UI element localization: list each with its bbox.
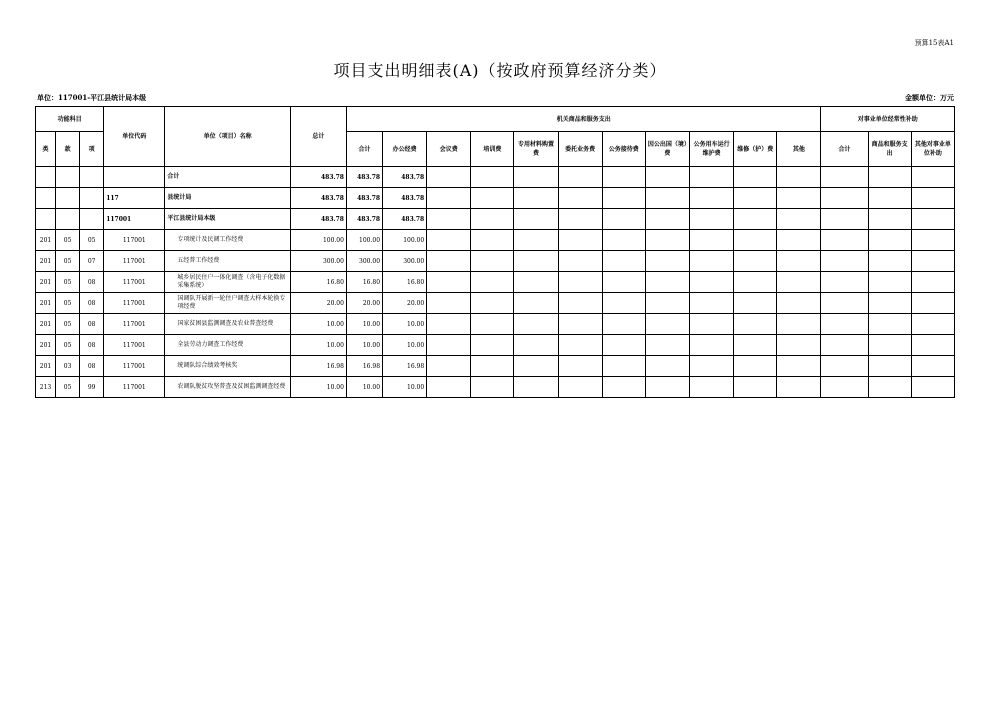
cell-unit-code: 117001: [104, 314, 165, 335]
cell-empty: [911, 314, 954, 335]
cell-empty: [558, 335, 602, 356]
cell-empty: [734, 293, 777, 314]
header-lei: 类: [36, 132, 56, 167]
cell-empty: [734, 272, 777, 293]
cell-empty: [690, 251, 734, 272]
cell-lei: [36, 167, 56, 188]
cell-empty: [777, 209, 821, 230]
cell-empty: [558, 230, 602, 251]
table-row: [36, 188, 955, 209]
cell-office: 10.00: [383, 335, 427, 356]
cell-empty: [645, 335, 689, 356]
cell-empty: [777, 356, 821, 377]
cell-empty: [734, 335, 777, 356]
cell-xiang: 08: [80, 314, 104, 335]
cell-empty: [911, 188, 954, 209]
cell-xiang: [80, 167, 104, 188]
cell-empty: [868, 230, 911, 251]
cell-unit-code: 117001: [104, 356, 165, 377]
cell-empty: [645, 293, 689, 314]
cell-empty: [471, 272, 514, 293]
cell-empty: [690, 356, 734, 377]
header-func-subject: 功能科目: [36, 107, 104, 132]
cell-empty: [911, 167, 954, 188]
cell-empty: [734, 167, 777, 188]
cell-empty: [821, 188, 868, 209]
cell-empty: [514, 272, 558, 293]
cell-empty: [821, 356, 868, 377]
cell-empty: [427, 167, 471, 188]
cell-empty: [602, 209, 645, 230]
cell-empty: [777, 335, 821, 356]
cell-empty: [427, 209, 471, 230]
table-row: [36, 230, 955, 251]
cell-empty: [777, 167, 821, 188]
cell-empty: [427, 314, 471, 335]
cell-lei: [36, 188, 56, 209]
cell-empty: [471, 293, 514, 314]
cell-empty: [602, 188, 645, 209]
cell-empty: [690, 293, 734, 314]
cell-kuan: 05: [56, 293, 80, 314]
table-row: [36, 272, 955, 293]
cell-empty: [645, 356, 689, 377]
cell-kuan: [56, 188, 80, 209]
cell-empty: [645, 377, 689, 398]
cell-empty: [427, 335, 471, 356]
cell-heji: 300.00: [346, 251, 382, 272]
cell-heji: 483.78: [346, 188, 382, 209]
cell-empty: [821, 230, 868, 251]
cell-empty: [868, 188, 911, 209]
cell-heji: 10.00: [346, 314, 382, 335]
header-abroad: 因公出国（境）费: [645, 132, 689, 167]
cell-office: 300.00: [383, 251, 427, 272]
cell-xiang: [80, 188, 104, 209]
cell-empty: [734, 251, 777, 272]
cell-office: 483.78: [383, 188, 427, 209]
cell-unit-name: 城乡居民住户一体化调查（含电子化数据采集系统）: [165, 272, 290, 293]
cell-lei: 201: [36, 230, 56, 251]
cell-empty: [514, 293, 558, 314]
cell-total: 10.00: [290, 377, 346, 398]
cell-empty: [777, 251, 821, 272]
cell-empty: [427, 230, 471, 251]
cell-empty: [602, 272, 645, 293]
cell-empty: [690, 167, 734, 188]
cell-empty: [602, 314, 645, 335]
cell-empty: [645, 251, 689, 272]
cell-empty: [868, 335, 911, 356]
header-total: 总计: [290, 107, 346, 167]
table-row: [36, 251, 955, 272]
cell-total: 16.80: [290, 272, 346, 293]
cell-unit-name: 五经普工作经费: [165, 251, 290, 272]
table-row: [36, 356, 955, 377]
header-sub-other: 其他对事业单位补助: [911, 132, 954, 167]
cell-heji: 100.00: [346, 230, 382, 251]
money-unit: 金额单位：万元: [905, 93, 954, 102]
header-reception: 公务接待费: [602, 132, 645, 167]
cell-xiang: [80, 209, 104, 230]
cell-empty: [734, 377, 777, 398]
cell-empty: [427, 188, 471, 209]
project-expenditure-table: [35, 106, 955, 398]
cell-unit-name: 平江县统计局本级: [165, 209, 290, 230]
header-materials: 专用材料购置费: [514, 132, 558, 167]
cell-empty: [911, 335, 954, 356]
cell-empty: [514, 377, 558, 398]
cell-empty: [821, 293, 868, 314]
cell-empty: [821, 335, 868, 356]
cell-office: 16.80: [383, 272, 427, 293]
header-unit-code: 单位代码: [104, 107, 165, 167]
header-sub-heji: 合计: [821, 132, 868, 167]
cell-empty: [427, 356, 471, 377]
table-row: [36, 167, 955, 188]
cell-empty: [514, 356, 558, 377]
cell-total: 100.00: [290, 230, 346, 251]
cell-empty: [911, 209, 954, 230]
header-other: 其他: [777, 132, 821, 167]
cell-empty: [514, 167, 558, 188]
cell-empty: [558, 356, 602, 377]
cell-empty: [690, 377, 734, 398]
cell-empty: [602, 356, 645, 377]
cell-empty: [868, 167, 911, 188]
cell-empty: [471, 209, 514, 230]
header-office: 办公经费: [383, 132, 427, 167]
cell-empty: [868, 293, 911, 314]
cell-empty: [821, 167, 868, 188]
cell-empty: [911, 230, 954, 251]
cell-office: 10.00: [383, 377, 427, 398]
cell-empty: [821, 251, 868, 272]
table-row: [36, 314, 955, 335]
cell-empty: [911, 293, 954, 314]
cell-lei: 201: [36, 251, 56, 272]
cell-empty: [690, 230, 734, 251]
cell-empty: [645, 209, 689, 230]
header-xiang: 项: [80, 132, 104, 167]
header-repair: 维修（护）费: [734, 132, 777, 167]
cell-heji: 483.78: [346, 167, 382, 188]
cell-empty: [471, 314, 514, 335]
cell-total: 10.00: [290, 335, 346, 356]
cell-empty: [868, 314, 911, 335]
cell-empty: [602, 251, 645, 272]
table-row: [36, 377, 955, 398]
cell-empty: [514, 335, 558, 356]
cell-unit-name: 农调队脱贫攻坚普查及贫困监测调查经费: [165, 377, 290, 398]
page-title: 项目支出明细表(A)（按政府预算经济分类）: [333, 61, 667, 80]
cell-empty: [514, 314, 558, 335]
cell-empty: [558, 209, 602, 230]
cell-heji: 16.80: [346, 272, 382, 293]
cell-unit-name: 国家贫困县监测调查及农业普查经费: [165, 314, 290, 335]
cell-unit-code: 117001: [104, 251, 165, 272]
cell-empty: [558, 167, 602, 188]
cell-kuan: 05: [56, 230, 80, 251]
cell-office: 483.78: [383, 209, 427, 230]
header-meeting: 会议费: [427, 132, 471, 167]
table-row: [36, 209, 955, 230]
cell-empty: [602, 377, 645, 398]
cell-empty: [821, 377, 868, 398]
cell-xiang: 08: [80, 335, 104, 356]
cell-empty: [558, 188, 602, 209]
cell-office: 10.00: [383, 314, 427, 335]
cell-unit-name: 合计: [165, 167, 290, 188]
cell-empty: [645, 272, 689, 293]
cell-empty: [690, 335, 734, 356]
cell-office: 16.98: [383, 356, 427, 377]
cell-empty: [911, 251, 954, 272]
cell-empty: [427, 293, 471, 314]
cell-empty: [558, 293, 602, 314]
cell-heji: 10.00: [346, 335, 382, 356]
cell-empty: [690, 272, 734, 293]
cell-total: 483.78: [290, 167, 346, 188]
cell-lei: 201: [36, 356, 56, 377]
cell-lei: 201: [36, 314, 56, 335]
cell-empty: [471, 188, 514, 209]
cell-total: 10.00: [290, 314, 346, 335]
cell-total: 483.78: [290, 188, 346, 209]
cell-unit-name: 统调队综合绩效考核奖: [165, 356, 290, 377]
cell-empty: [602, 335, 645, 356]
cell-empty: [734, 230, 777, 251]
cell-empty: [777, 188, 821, 209]
cell-kuan: 03: [56, 356, 80, 377]
cell-empty: [777, 314, 821, 335]
cell-heji: 20.00: [346, 293, 382, 314]
cell-empty: [471, 167, 514, 188]
cell-unit-code: [104, 167, 165, 188]
cell-empty: [734, 314, 777, 335]
cell-empty: [558, 377, 602, 398]
cell-empty: [777, 377, 821, 398]
cell-kuan: 05: [56, 251, 80, 272]
cell-empty: [868, 272, 911, 293]
cell-empty: [471, 230, 514, 251]
cell-empty: [734, 356, 777, 377]
cell-empty: [734, 188, 777, 209]
form-code: 预算15表A1: [914, 39, 954, 47]
table-row: [36, 293, 955, 314]
cell-empty: [471, 335, 514, 356]
cell-xiang: 08: [80, 356, 104, 377]
header-heji: 合计: [346, 132, 382, 167]
cell-empty: [514, 251, 558, 272]
cell-total: 483.78: [290, 209, 346, 230]
cell-empty: [734, 209, 777, 230]
cell-unit-code: 117001: [104, 377, 165, 398]
cell-xiang: 05: [80, 230, 104, 251]
cell-empty: [868, 356, 911, 377]
header-group-goods: 机关商品和服务支出: [346, 107, 821, 132]
cell-empty: [821, 314, 868, 335]
reporting-unit: 单位：117001-平江县统计局本级: [37, 93, 147, 102]
cell-empty: [868, 251, 911, 272]
cell-empty: [602, 167, 645, 188]
header-group-subsidy: 对事业单位经常性补助: [821, 107, 955, 132]
cell-unit-name: 国调队开展新一轮住户调查大样本轮换专项经费: [165, 293, 290, 314]
cell-office: 20.00: [383, 293, 427, 314]
header-training: 培训费: [471, 132, 514, 167]
cell-empty: [868, 377, 911, 398]
cell-unit-code: 117001: [104, 335, 165, 356]
cell-xiang: 07: [80, 251, 104, 272]
cell-empty: [558, 251, 602, 272]
cell-heji: 483.78: [346, 209, 382, 230]
cell-unit-code: 117001: [104, 209, 165, 230]
cell-xiang: 08: [80, 293, 104, 314]
cell-empty: [558, 272, 602, 293]
cell-xiang: 08: [80, 272, 104, 293]
cell-empty: [427, 377, 471, 398]
cell-unit-code: 117001: [104, 272, 165, 293]
cell-lei: [36, 209, 56, 230]
cell-kuan: 05: [56, 272, 80, 293]
header-sub-goods: 商品和服务支出: [868, 132, 911, 167]
table-body: [36, 167, 955, 398]
cell-empty: [645, 230, 689, 251]
cell-total: 16.98: [290, 356, 346, 377]
cell-kuan: 05: [56, 335, 80, 356]
cell-empty: [602, 230, 645, 251]
cell-empty: [690, 314, 734, 335]
cell-empty: [471, 356, 514, 377]
cell-empty: [777, 293, 821, 314]
cell-unit-code: 117001: [104, 230, 165, 251]
cell-empty: [514, 230, 558, 251]
cell-empty: [868, 209, 911, 230]
cell-unit-code: 117001: [104, 293, 165, 314]
cell-office: 100.00: [383, 230, 427, 251]
header-entrusted: 委托业务费: [558, 132, 602, 167]
cell-total: 20.00: [290, 293, 346, 314]
cell-empty: [558, 314, 602, 335]
cell-empty: [821, 209, 868, 230]
cell-office: 483.78: [383, 167, 427, 188]
cell-lei: 201: [36, 335, 56, 356]
cell-empty: [514, 188, 558, 209]
cell-unit-name: 专项统计及民调工作经费: [165, 230, 290, 251]
header-unit-name: 单位（项目）名称: [165, 107, 290, 167]
cell-empty: [645, 167, 689, 188]
cell-lei: 201: [36, 272, 56, 293]
cell-unit-name: 县统计局: [165, 188, 290, 209]
cell-empty: [471, 251, 514, 272]
table-row: [36, 335, 955, 356]
cell-total: 300.00: [290, 251, 346, 272]
cell-empty: [602, 293, 645, 314]
header-kuan: 款: [56, 132, 80, 167]
cell-unit-code: 117: [104, 188, 165, 209]
cell-empty: [690, 209, 734, 230]
cell-lei: 213: [36, 377, 56, 398]
cell-empty: [427, 272, 471, 293]
cell-empty: [471, 377, 514, 398]
cell-kuan: [56, 209, 80, 230]
cell-heji: 16.98: [346, 356, 382, 377]
cell-empty: [645, 314, 689, 335]
cell-unit-name: 全县劳动力调查工作经费: [165, 335, 290, 356]
cell-empty: [427, 251, 471, 272]
cell-empty: [645, 188, 689, 209]
cell-empty: [911, 377, 954, 398]
cell-heji: 10.00: [346, 377, 382, 398]
cell-kuan: [56, 167, 80, 188]
cell-empty: [514, 209, 558, 230]
cell-lei: 201: [36, 293, 56, 314]
cell-empty: [777, 230, 821, 251]
cell-empty: [690, 188, 734, 209]
cell-empty: [911, 272, 954, 293]
cell-kuan: 05: [56, 377, 80, 398]
header-vehicle: 公务用车运行维护费: [690, 132, 734, 167]
cell-xiang: 99: [80, 377, 104, 398]
cell-kuan: 05: [56, 314, 80, 335]
cell-empty: [911, 356, 954, 377]
cell-empty: [821, 272, 868, 293]
cell-empty: [777, 272, 821, 293]
